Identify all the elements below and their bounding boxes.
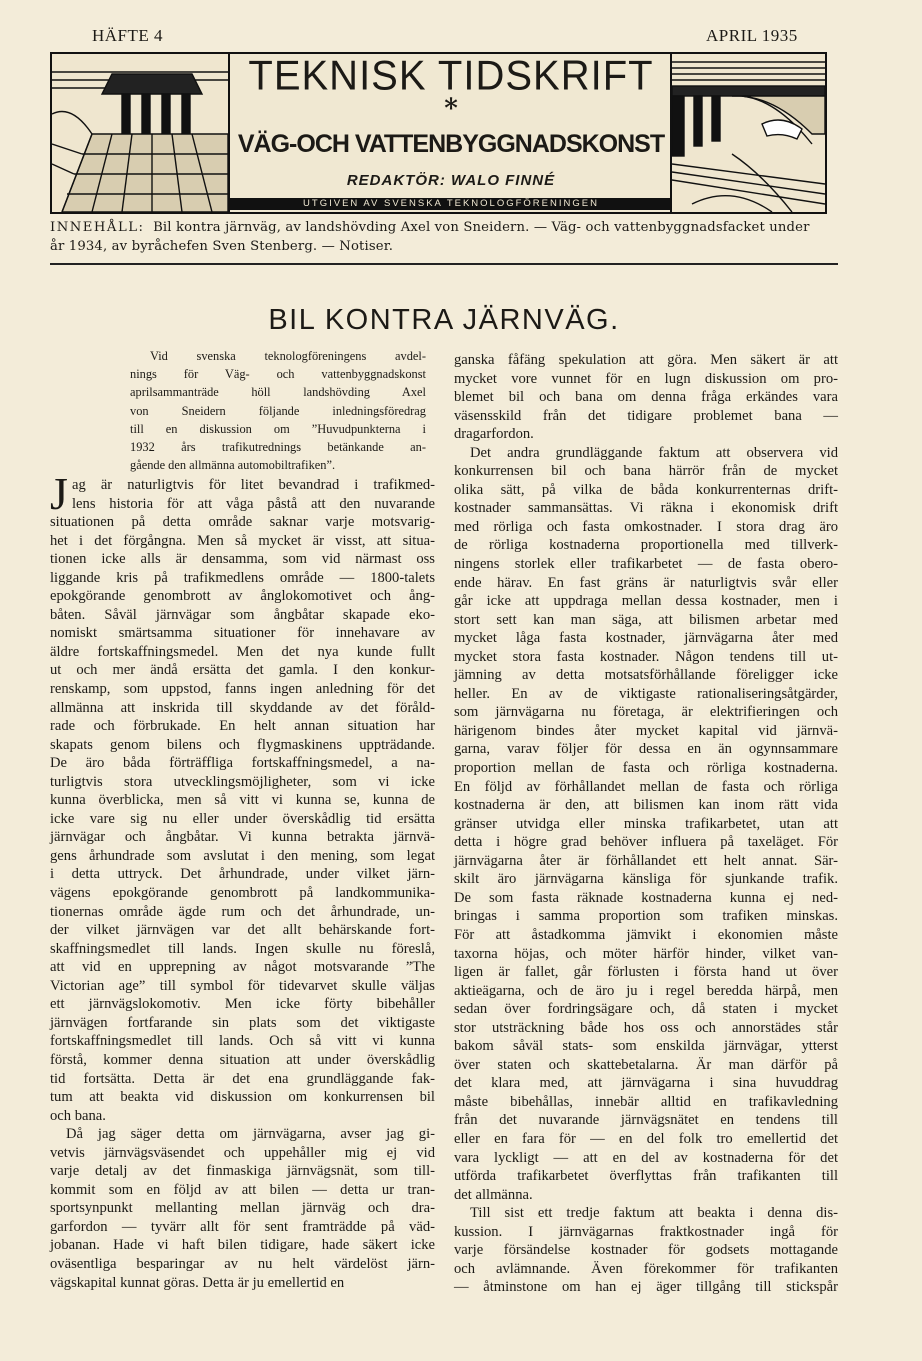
text-line: taxorna höjas, och möter härför hinder, vilket van-	[454, 945, 838, 962]
issue-date: APRIL 1935	[706, 26, 798, 45]
text-line: kussion. I järnvägarnas fraktkostnader ingå för	[454, 1223, 838, 1240]
text-line: härigenom bindes åter mycket kapital vid järnvä-	[454, 722, 838, 739]
text-line: situationen på detta område saknar varje motsvarig-	[50, 514, 435, 531]
text-line: ganska fåfäng spekulation att göra. Men säkert är att	[454, 352, 838, 368]
text-line: konkurrensen bil och bana härrör från de mycket	[454, 463, 838, 480]
bridge-illustration	[670, 54, 825, 212]
text-line: tum att beakta vid diskussion om konkurrensen bil	[50, 1089, 435, 1106]
text-line: renskamp, som uppstod, fanns ingen anledning för det	[50, 681, 435, 698]
text-line: ut och mer ändå ersätta det gamla. I den konkur-	[50, 662, 435, 679]
text-line: stort sett kan man säga, att bilismen arbetar med	[454, 611, 838, 628]
journal-subtitle: VÄG-OCH VATTENBYGGNADSKONST	[237, 130, 665, 158]
text-line: allmänna att inskrida till skyddande av det föråld-	[50, 699, 435, 716]
text-line: turligtvis stora utvecklingsmöjligheter, som vi icke	[50, 773, 435, 790]
text-line: kostnaderna är den, att bilismen kan inom rätt vida	[454, 797, 838, 814]
text-line: Till sist ett tredje faktum att beakta i denna dis-	[470, 1205, 838, 1222]
text-line: över staten och skattebetalarna. Är man därför på	[454, 1056, 838, 1073]
text-line: båten. Såväl järnvägar som ångbåtar skapade eko-	[50, 606, 435, 623]
text-line: dragarfordon.	[454, 426, 534, 443]
publisher-bar	[230, 198, 672, 210]
text-line: icke vare sig nu eller under överskådlig tid ersätta	[50, 810, 435, 827]
header-rule	[50, 263, 838, 265]
text-line: nomiskt smärtsamma situationer för innehavare av	[50, 625, 435, 642]
text-line: rade och förbrukade. En helt annan situation har	[50, 718, 435, 735]
article-headline: BIL KONTRA JÄRNVÄG.	[268, 304, 620, 336]
right-column	[454, 351, 838, 1297]
text-line: skilt äro järnvägarna känsliga för sjunkande trafik.	[454, 871, 838, 888]
text-line: nings för Väg- och vattenbyggnadskonst	[130, 367, 426, 382]
text-line: måste bibehållas, innebär alltid en trafikavledning	[454, 1093, 838, 1110]
text-line: För att åstadkomma jämvikt i ekonomien måste	[454, 926, 838, 943]
text-line: fortskaffningsmedlet till lands. Och så vitt vi kunna	[50, 1033, 435, 1050]
text-line: mycket vore vunnet för en lugn diskussion om pro-	[454, 370, 838, 387]
text-line: ett järnvägslokomotiv. Men icke förty bibehåller	[50, 996, 435, 1013]
dam-illustration	[52, 54, 230, 212]
text-line: het i det förgångna. Men så mycket är visst, att situa-	[50, 532, 435, 549]
text-line: tid fortsätta. Detta är det ena grundläggande fak-	[50, 1070, 435, 1087]
contents-entries: Bil kontra järnväg, av landshövding Axel von Sneidern. — Väg- och vattenbyggnadsfacket under	[153, 220, 810, 235]
text-line: förstå, kommer denna situation att under överskådlig	[50, 1051, 435, 1068]
text-line: ag är naturligtvis för litet bevandrad i trafikmed-	[72, 477, 435, 493]
journal-title: TEKNISK TIDSKRIFT	[248, 52, 654, 100]
text-line: med rörliga och fasta omkostnader. I stora drag äro	[454, 518, 838, 535]
text-line: kommit som en följd av att bilen — detta ur tran-	[50, 1181, 435, 1198]
text-line: ningens storlek eller trafikarbetet — de fasta obero-	[454, 556, 838, 573]
text-line: de rörliga kostnaderna proportionella med tillverk-	[454, 537, 838, 554]
text-line: det klara med, att järnvägarna i sina huvuddrag	[454, 1075, 838, 1092]
masthead	[50, 52, 827, 214]
editor-line: REDAKTÖR: WALO FINNÉ	[346, 172, 556, 189]
text-line: heller. En av de viktigaste rationaliseringsåtgärder,	[454, 685, 838, 702]
text-line: lens historia för att våga påstå att den nuvarande	[72, 495, 435, 512]
text-line: epokgörande genombrott av ånglokomotivet och ång-	[50, 588, 435, 605]
text-line: gens århundrade som avslutat i den mening, som legat	[50, 847, 435, 864]
left-column	[50, 476, 435, 1292]
text-line: 1932 års trafikutrednings betänkande an-	[130, 439, 426, 454]
contents-line-1	[50, 218, 840, 237]
text-line: mycket låga fasta kostnader, järnvägarna åter med	[454, 630, 838, 647]
text-line: skapats genom bilens och flygmaskinens uppträdande.	[50, 736, 435, 753]
text-line: sedan över fordringsägare och, då staten i mycket	[454, 1001, 838, 1018]
text-line: kunna överblicka, men så vitt vi kunna se, kunna de	[50, 792, 435, 809]
text-line: mycket stora fasta kostnader. Någon tendens till ut-	[454, 648, 838, 665]
text-line: Det andra grundläggande faktum att observera vid	[470, 444, 838, 461]
text-line: eller en fara för — en del folk tro emellertid det	[454, 1130, 838, 1147]
text-line: varje detalj av det finmaskiga järnvägsnät, som till-	[50, 1163, 435, 1180]
text-line: bakom såväl stats- som enskilda järnvägar, ytterst	[454, 1038, 838, 1055]
article-intro	[130, 347, 426, 474]
text-line: Vid svenska teknologföreningens avdel-	[150, 349, 426, 363]
text-line: väsensskild från det tidigare problemet bana —	[454, 407, 838, 424]
text-line: kostnader sammansättas. Vi räkna i ekonomisk drift	[454, 500, 838, 517]
text-line: gränser utvidga eller minska trafikarbetet, utan att	[454, 815, 838, 832]
text-line: ligen är fallet, går förlusten i första hand ut över	[454, 964, 838, 981]
text-line: De äro båda förträffliga fortskaffningsmedel, a na-	[50, 755, 435, 772]
text-line: gående den allmänna automobiltrafiken”.	[130, 458, 336, 473]
text-line: att vid en upprepning av något motsvarande ”The	[50, 959, 435, 976]
publisher-text: UTGIVEN AV SVENSKA TEKNOLOGFÖRENINGEN	[303, 198, 599, 209]
text-line: i detta uttryck. Det århundrade, under vilket järn-	[50, 866, 435, 883]
text-line: De som fasta räknade kostnaderna kunna ej ned-	[454, 889, 838, 906]
text-line: vägskapital kunnat göras. Detta är ju emellertid en	[50, 1274, 345, 1291]
text-line: jobanan. Hade vi haft bilen tidigare, hade säkert icke	[50, 1237, 435, 1254]
title-ornament: *	[444, 94, 458, 124]
text-line: tionen icke alls är densamma, som vid närmast oss	[50, 551, 435, 568]
text-line: järnvägar och ångbåtar. Vi kunna betrakta järnvä-	[50, 829, 435, 846]
text-line: Då jag säger detta om järnvägarna, avser jag gi-	[66, 1126, 435, 1143]
text-line: äldre fortskaffningsmedel. Men det nya kunde fullt	[50, 643, 435, 660]
text-line: oväsentliga besparingar av nu helt värdelöst järn-	[50, 1255, 435, 1272]
text-line: tionernas område ägde rum och det århundrade, un-	[50, 903, 435, 920]
text-line: utförda trafikarbetet överflyttas från trafikanten till	[454, 1168, 838, 1185]
text-line: som järnvägarna nu företaga, är elektrifieringen och	[454, 704, 838, 721]
contents-label: INNEHÅLL:	[50, 220, 145, 235]
text-line: liggande kris på trafikmedlens område — 1800-talets	[50, 569, 435, 586]
text-line: går icke att uppdraga mellan dessa kostnader, men i	[454, 593, 838, 610]
drop-cap: J	[50, 468, 68, 519]
text-line: järnvägarna åter är förhållandet ett helt annat. Sär-	[454, 852, 838, 869]
text-line: sportsynpunkt mellanting mellan järnväg och dra-	[50, 1200, 435, 1217]
text-line: vetvis järnvägsväsendet och uppehåller mig ej vid	[50, 1144, 435, 1161]
table-of-contents	[50, 218, 840, 256]
text-line: detta i högre grad behöver influera på taxeläget. För	[454, 834, 838, 851]
text-line: aktieägarna, och de äro ju i regel beredda härpå, men	[454, 982, 838, 999]
text-line: der vilket järnvägen var det allt behärskande fort-	[50, 922, 435, 939]
issue-number: HÄFTE 4	[92, 26, 164, 45]
text-line: — åtminstone om han ej äger tillgång till stickspår	[454, 1279, 838, 1296]
text-line: Victorian age” till symbol för tidevarvet skulle väljas	[50, 977, 435, 994]
text-line: von Sneidern följande inledningsföredrag	[130, 403, 426, 418]
text-line: olika sätt, på vilka de båda konkurrenternas drift-	[454, 481, 838, 498]
text-line: från det nuvarande järnvägsnätet en tendens till	[454, 1112, 838, 1129]
contents-line-2: år 1934, av byråchefen Sven Stenberg. — Notiser.	[50, 239, 394, 254]
text-line: ende härav. En fast gräns är naturligtvis svår eller	[454, 574, 838, 591]
text-line: proportion mellan de fasta och rörliga kostnaderna.	[454, 760, 838, 777]
text-line: vara lyckligt — att en del av kostnaderna för det	[454, 1149, 838, 1166]
text-line: bringas i samma proportion som trafiken minskas.	[454, 908, 838, 925]
text-line: skaffningsmedlet till lands. Ingen skulle nu föreslå,	[50, 940, 435, 957]
text-line: och bana.	[50, 1107, 106, 1124]
text-line: vägens epokgörande genombrott på landkommunika-	[50, 885, 435, 902]
text-line: det allmänna.	[454, 1186, 533, 1203]
text-line: järnvägen fortfarande sin plats som det viktigaste	[50, 1014, 435, 1031]
text-line: En följd av förhållandet mellan de fasta och rörliga	[454, 778, 838, 795]
text-line: varje försändelse kostnader för godsets mottagande	[454, 1242, 838, 1259]
text-line: jämning av detta motsatsförhållande föreligger icke	[454, 667, 838, 684]
text-line: blemet bil och bana om denna fråga erkändes vara	[454, 389, 838, 406]
text-line: till en diskussion om ”Huvudpunkterna i	[130, 421, 426, 436]
text-line: garfordon — tyvärr allt för sent framträdde på väd-	[50, 1218, 435, 1235]
text-line: aprilsammanträde höll landshövding Axel	[130, 385, 426, 400]
text-line: stor utsträckning både hos oss och annorstädes står	[454, 1019, 838, 1036]
text-line: garna, varav följer för dessa en än ogynnsammare	[454, 741, 838, 758]
text-line: och avlämnande. Även förekommer för trafikanten	[454, 1260, 838, 1277]
